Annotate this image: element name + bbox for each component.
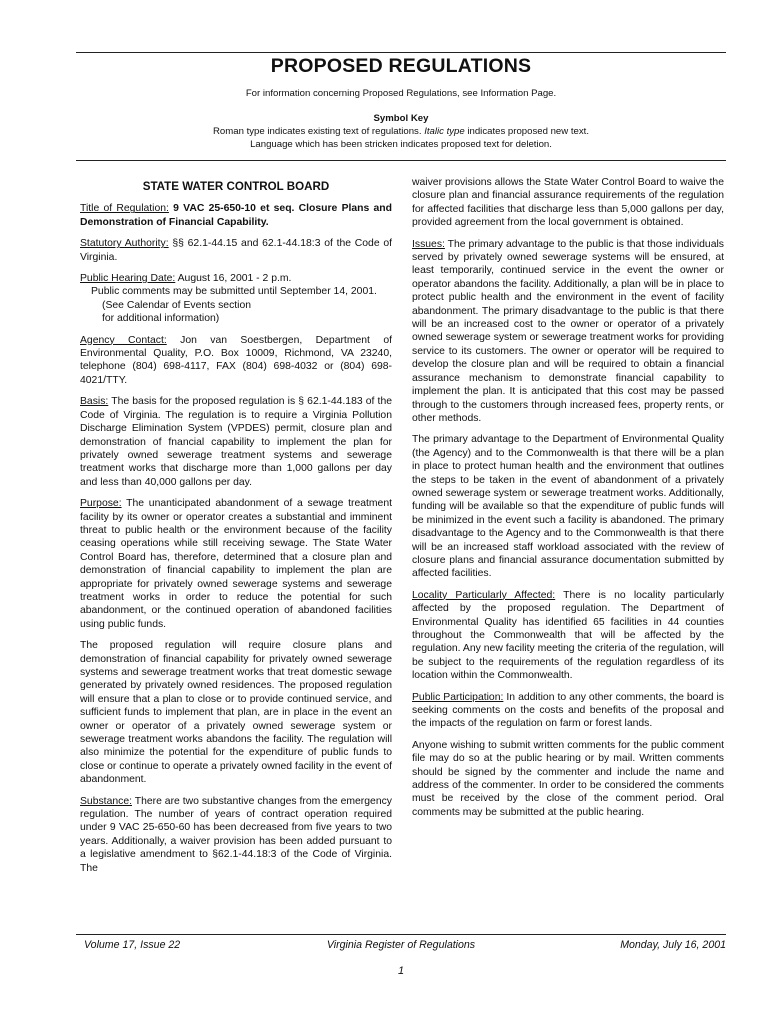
purpose-label: Purpose:: [80, 498, 122, 510]
board-heading: STATE WATER CONTROL BOARD: [142, 180, 330, 193]
basis-label: Basis:: [80, 396, 109, 408]
public-hearing-date: [80, 272, 392, 285]
participation-value: In addition to any other comments, the board is seeking comments on the costs and benefits of the proposal and the impacts of the regulation on farm or forest lands.: [412, 691, 724, 730]
title-value: 9 VAC 25-650-10 et seq. Closure Plans and Demonstration of Financial Capability.: [80, 203, 392, 228]
locality-affected: [412, 589, 724, 683]
continuation-paragraph: waiver provisions allows the State Water Control Board to waive the closure plan and financial assurance requirements of the regulation for affected facilities that discharge less than 5,000 gallons per day, provided agreement from the local government is obtained.: [412, 177, 724, 229]
agency-contact: [80, 334, 392, 388]
symbol-key-heading: Symbol Key: [373, 113, 429, 124]
written-comments-paragraph: Anyone wishing to submit written comments for the public comment file may do so at the public hearing or by mail. Written comments should be signed by the commenter and include the name and address of the commenter. In order to be considered the comments must be received by the close of the comment period. Oral comments may be submitted at the public hearing.: [412, 739, 724, 818]
locality-value: There is no locality particularly affected by the proposed regulation. The Department of Environmental Quality has identified 65 facilities in 44 counties throughout the Commonwealth that will be affected by the regulation. Any new facility meeting the criteria of the regulation, will be subject to the requirements of the regulation regardless of its location within the Commonwealth.: [412, 589, 724, 682]
symbol-key-roman: Roman type indicates existing text of regulations.: [213, 126, 425, 137]
authority-label: Statutory Authority:: [80, 238, 169, 250]
issues-label: Issues:: [412, 238, 445, 250]
info-line: For information concerning Proposed Regulations, see Information Page.: [245, 88, 557, 99]
title-label: Title of Regulation:: [80, 203, 169, 215]
substance: [80, 795, 392, 875]
symbol-key-italic: Italic type: [424, 126, 465, 137]
top-rule: [76, 52, 726, 53]
purpose-value: The unanticipated abandonment of a sewage treatment facility by its owner or operator creates a substantial and imminent threat to public health or the environment because of the facility ceasing operations while still receiving sewage. The State Water Control Board has, therefore, determined that a closure plan and demonstration of financial capability to implement the plan are appropriate for privately owned sewerage systems and sewerage treatment works in order to reduce the potential for such abandonment, or the continued operation of abandoned facilities using public funds.: [80, 498, 392, 630]
authority-value: §§ 62.1-44.15 and 62.1-44.18:3 of the Code of Virginia.: [80, 238, 392, 263]
proposed-paragraph: The proposed regulation will require closure plans and demonstration of financial capability for privately owned sewerage systems and sewerage treatment works that treat domestic sewage generated by privately owned residences. The proposed regulation will ensure that a plan to close or to provide continued service, and sufficient funds to implement that plan, are in place in the event an owner or operator of a privately owned sewerage system or sewerage treatment works abandons the facility. The regulation will also minimize the potential for the expenditure of public funds to close or continue to operate a privately owned facility in the event of abandonment.: [80, 640, 392, 786]
header-divider: [76, 160, 726, 161]
footer-register: Virginia Register of Regulations: [326, 939, 476, 951]
substance-value: There are two substantive changes from the emergency regulation. The number of years of contract operation required under 9 VAC 25-650-60 has been decreased from five years to two years. Additionally, a waiver provision has been added pursuant to a legislative amendment to §62.1-44.18:3 of the Code of Virginia. The: [80, 795, 392, 874]
substance-label: Substance:: [80, 795, 132, 807]
basis: [80, 395, 392, 489]
footer-volume: Volume 17, Issue 22: [84, 939, 181, 951]
issues: [412, 238, 724, 426]
public-participation: [412, 691, 724, 731]
hearing-label: Public Hearing Date:: [80, 273, 176, 285]
basis-value: The basis for the proposed regulation is § 62.1-44.183 of the Code of Virginia. The regulation is to require a Virginia Pollution Discharge Elimination System (VPDES) permit, closure plan and demonstration of fnancial capability to implement the plan for privately owned sewerage treatment systems and sewerage treatment works that discharge more than 1,000 gallons per day and less than 40,000 gallons per day.: [80, 396, 392, 488]
symbol-key-rest: indicates proposed new text.: [464, 126, 589, 137]
hearing-value: August 16, 2001 - 2 p.m.: [175, 273, 292, 285]
hearing-line-3: (See Calendar of Events section: [102, 299, 252, 311]
symbol-key-line1: [76, 125, 726, 138]
contact-label: Agency Contact:: [80, 334, 167, 346]
left-column: [80, 176, 392, 883]
agency-paragraph: The primary advantage to the Department of Environmental Quality (the Agency) and to the Commonwealth is that there will be a plan in place to protect human health and the environment that outlines the steps to be taken in the event of abandonment of a privately owned sewerage system or sewerage treatment works. Additionally, funding will be available so that the expenditure of public funds will be minimized in the event such a facility is abandoned. The primary disadvantage to the Agency and to the Commonwealth is that there will be an increased staff workload associated with the review of closure plans and financial assurance documentation submitted by affected facilities.: [412, 434, 724, 580]
locality-label: Locality Particularly Affected:: [412, 589, 556, 601]
footer-rule: [76, 934, 726, 935]
participation-label: Public Participation:: [412, 691, 504, 703]
page-number: 1: [397, 965, 405, 977]
hearing-line-4: for additional information): [102, 313, 220, 325]
issues-value: The primary advantage to the public is that those individuals served by privately owned sewerage systems will be ensured, at least temporarily, continued service in the event the owner or operator abandons the facility. Additionally, a plan will be in place to protect public health and the environment in the event of facility abandonment. The primary disadvantage to the public is that there will be an increased cost to the owner or operator of a privately owned sewerage system or sewerage treatment works for providing service to its customers. The owner or operator will be required to develop the closure plan and will be required to obtain a financial assurance mechanism to demonstrate financial capability to implement the plan. It is anticipated that this cost may be passed through to the customers through increased fees, property rents, or other methods.: [412, 238, 724, 424]
symbol-key: [76, 112, 726, 151]
title-of-regulation: [80, 202, 392, 229]
symbol-key-line2: Language which has been stricken indicates proposed text for deletion.: [250, 139, 552, 150]
contact-value: Jon van Soestbergen, Department of Environmental Quality, P.O. Box 10009, Richmond, VA 23240, telephone (804) 698-4117, FAX (804) 698-4032 or (804) 698-4021/TTY.: [80, 334, 392, 386]
page-title: PROPOSED REGULATIONS: [270, 55, 532, 77]
footer-date: Monday, July 16, 2001: [620, 939, 726, 951]
footer: [76, 939, 726, 955]
purpose: [80, 497, 392, 631]
statutory-authority: [80, 237, 392, 264]
right-column: [412, 176, 724, 827]
hearing-line-2: Public comments may be submitted until September 14, 2001.: [91, 286, 377, 298]
